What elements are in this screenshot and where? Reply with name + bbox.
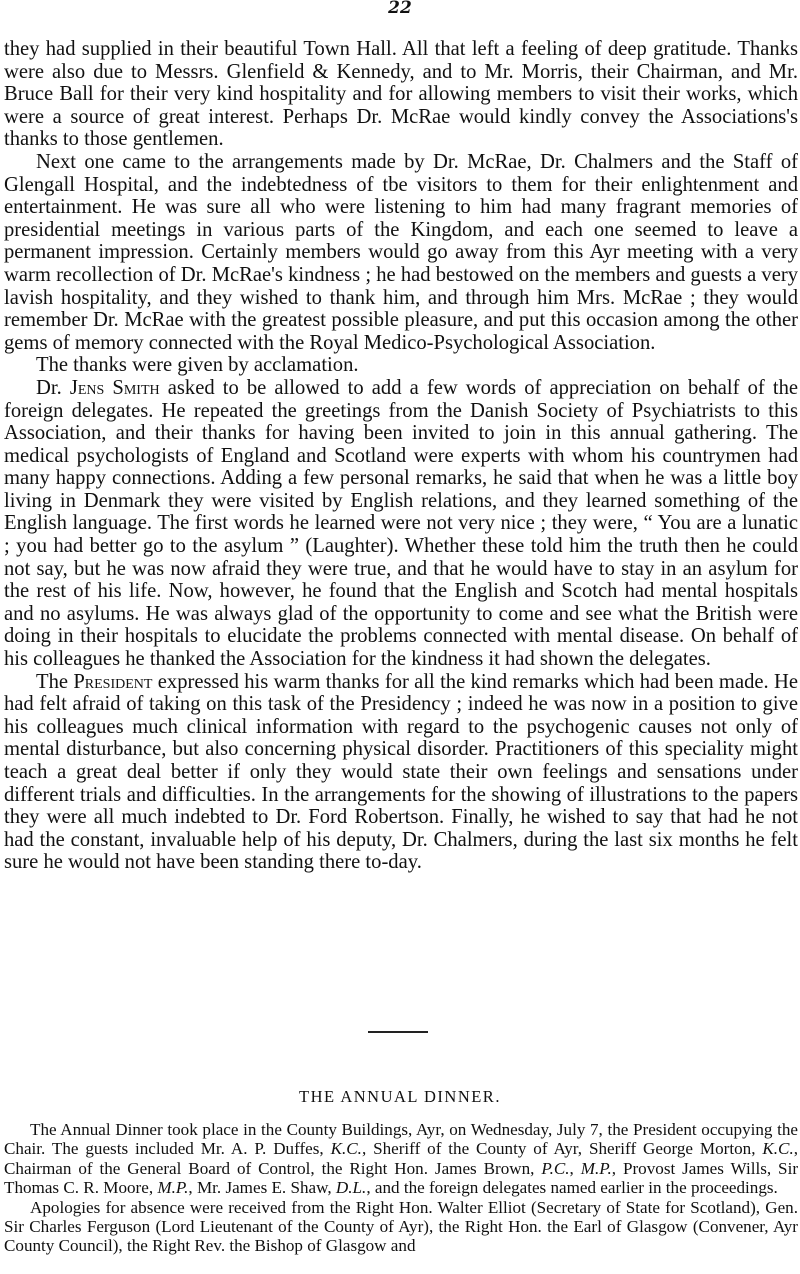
paragraph-jens-smith [4,377,798,671]
dinner-text-segment: The Annual Dinner took place in the County Buildings, Ayr, on Wednesday, July 7, the President occupying the Chair. The guests included Mr. A. P. Duffes, [4,1120,798,1159]
paragraph-acclamation: The thanks were given by acclamation. [36,354,359,377]
dinner-text-segment: , [569,1158,581,1178]
dinner-text-segment: , Chairman of the General Board of Control, the Right Hon. James Brown, [4,1139,799,1178]
paragraph-jens-smith-body: asked to be allowed to add a few words of appreciation on behalf of the foreign delegates. He repeated the greetings from the Danish Society of Psychiatrists to this Association, and their thanks for having been invited to join in this annual gathering. The medical psychologists of England and Scotland were experts with whom his countrymen had many happy connections. Adding a few personal remarks, he said that when he was a little boy living in Denmark they were visited by English relations, and they learned something of the English language. The first words he learned were not very nice ; they were, “ You are a lunatic ; you had better go to the asylum ” (Laughter). Whether these told him the truth then he could not say, but he was now afraid they were true, and that he would have to stay in an asylum for the rest of his life. Now, however, he found that the English and Scotch had mental hospitals and no asylums. He was always glad of the opportunity to come and see what the British were doing in their hospitals to elucidate the problems connected with mental disease. On behalf of his colleagues he thanked the Association for the kindness it had shown the delegates. [4,376,799,671]
paragraph-apologies: Apologies for absence were received from the Right Hon. Walter Elliot (Secretary of State for Scotland), Gen. Sir Charles Ferguson (Lord Lieutenant of the County of Ayr), the Right Hon. the Earl of Glasgow (Convener, Ayr County Council), the Right Rev. the Bishop of Glasgow and [4,1197,798,1256]
title-abbrev: M.P. [580,1158,612,1178]
title-abbrev: M.P. [157,1178,189,1198]
dinner-text-segment: , and the foreign delegates named earlier in the proceedings. [366,1178,778,1198]
paragraph-arrangements: Next one came to the arrangements made by Dr. McRae, Dr. Chalmers and the Staff of Glengall Hospital, and the indebtedness of tbe visitors to them for their enlightenment and entertainment. He was sure all who were listening to him had many fragrant memories of presidential meetings in various parts of the Kingdom, and each one seemed to leave a permanent impression. Certainly members would go away from this Ayr meeting with a very warm recollection of Dr. McRae's kindness ; he had bestowed on the members and guests a very lavish hospitality, and they wished to thank him, and through him Mrs. McRae ; they would remember Dr. McRae with the greatest possible pleasure, and put this occasion among the other gems of memory connected with the Royal Medico-Psychological Association. [4,150,798,354]
dinner-text-segment: , Provost James Wills, Sir Thomas C. R. Moore, [4,1158,799,1198]
paragraph-president-lead: The [36,670,74,693]
section-title: THE ANNUAL DINNER. [299,1087,501,1106]
title-abbrev: D.L. [335,1178,367,1198]
annual-dinner-text [4,1120,798,1256]
paragraph-president-body: expressed his warm thanks for all the kind remarks which had been made. He had felt afraid of taking on this task of the Presidency ; indeed he was now in a position to give his colleagues much clinical information with regard to the psychogenic causes not only of mental disturbance, but also concerning physical disorder. Practitioners of this speciality might teach a great deal better if only they would state their own feelings and sensations under different trials and difficulties. In the arrangements for the showing of illustrations to the papers they were all much indebted to Dr. Ford Robertson. Finally, he wished to say that had he not had the constant, invaluable help of his deputy, Dr. Chalmers, during the last six months he felt sure he would not have been standing there to-day. [4,670,798,874]
paragraph-town-hall: they had supplied in their beautiful Town Hall. All that left a feeling of deep gratitude. Thanks were also due to Messrs. Glenfield & Kennedy, and to Mr. Morris, their Chairman, and Mr. Bruce Ball for their very kind hospitality and for allowing members to visit their works, which were a source of great interest. Perhaps Dr. McRae would kindly convey the Associations's thanks to those gentlemen. [4,38,798,151]
dinner-text-segment: , Mr. James E. Shaw, [188,1178,336,1198]
proceedings-text [4,38,798,874]
paragraph-dinner-guests [4,1120,798,1198]
section-divider [368,1031,428,1033]
title-abbrev: K.C. [330,1139,362,1159]
speaker-name-president: President [73,670,153,693]
title-abbrev: P.C. [541,1158,570,1178]
dinner-text-segment: , Sheriff of the County of Ayr, Sheriff George Morton, [361,1139,763,1159]
page-number: 22 [388,0,412,18]
title-abbrev: K.C. [762,1139,794,1159]
paragraph-president [4,671,798,874]
paragraph-jens-smith-lead: Dr. [36,376,70,399]
speaker-name-jens-smith: Jens Smith [69,376,160,399]
